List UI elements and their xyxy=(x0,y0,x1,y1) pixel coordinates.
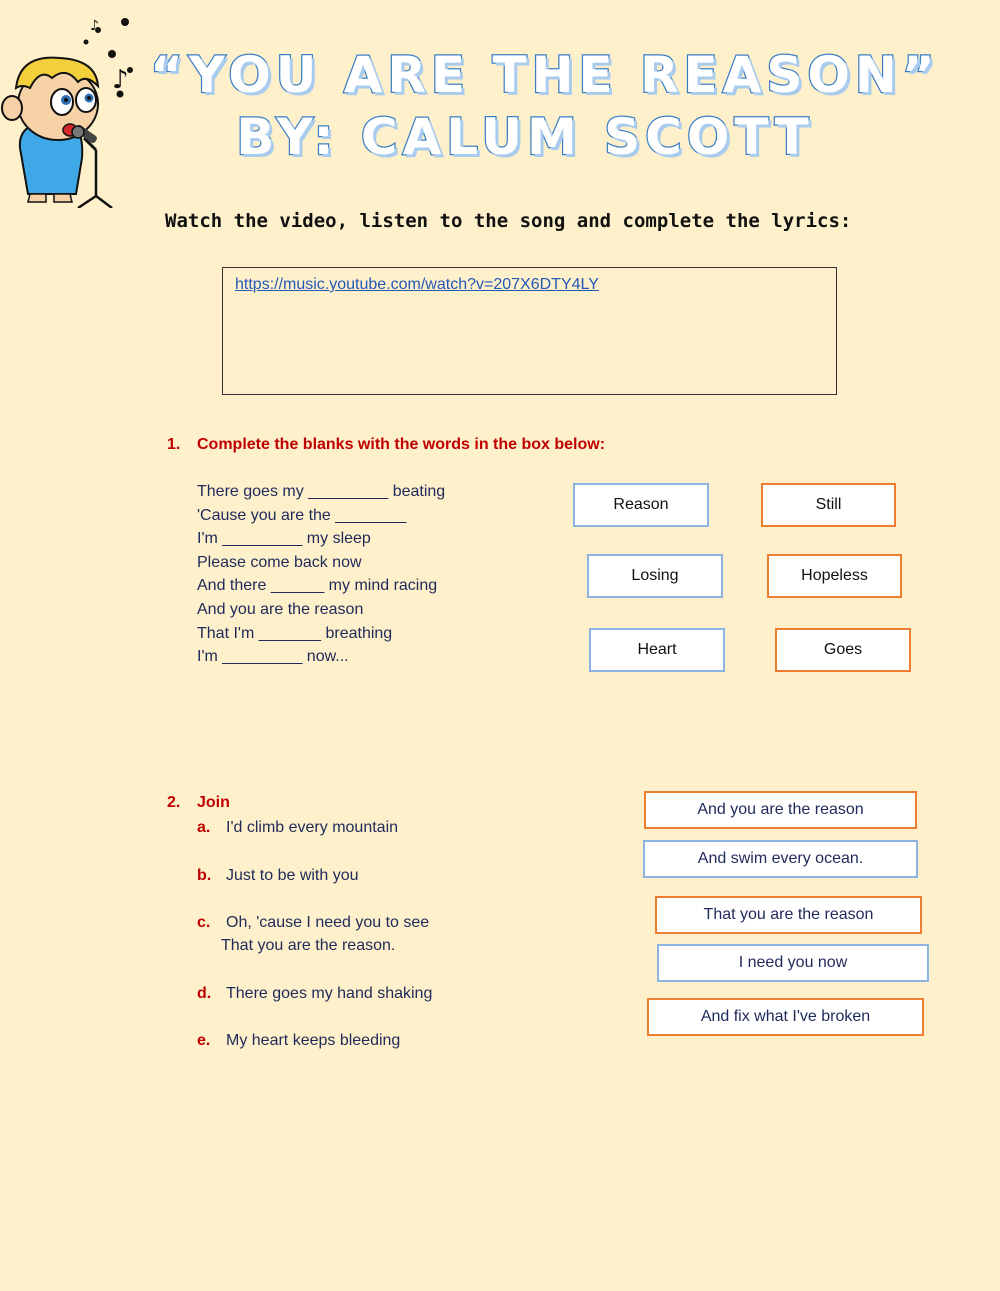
join-item-c: Oh, 'cause I need you to see xyxy=(226,914,430,931)
answer-box-1[interactable]: And you are the reason xyxy=(644,791,917,829)
word-box-still[interactable]: Still xyxy=(761,483,896,527)
lyric-line: I'm _________ now... xyxy=(197,648,349,665)
answer-box-3[interactable]: That you are the reason xyxy=(655,896,922,934)
svg-text:♪: ♪ xyxy=(90,18,99,34)
singer-illustration xyxy=(0,8,150,208)
join-letter: c. xyxy=(197,914,211,931)
video-link[interactable]: https://music.youtube.com/watch?v=207X6DTY4LY xyxy=(235,276,599,293)
join-item-d: There goes my hand shaking xyxy=(226,985,433,1002)
answer-box-2[interactable]: And swim every ocean. xyxy=(643,840,918,878)
join-item-e: My heart keeps bleeding xyxy=(226,1032,401,1049)
svg-text:♪: ♪ xyxy=(112,65,129,95)
join-item-a: I'd climb every mountain xyxy=(226,819,399,836)
join-item-c-continued: That you are the reason. xyxy=(221,937,396,954)
lyric-line: There goes my _________ beating xyxy=(197,483,446,500)
join-letter: a. xyxy=(197,819,211,836)
title-song-name: “YOU ARE THE REASON” xyxy=(150,46,940,104)
lyric-line: Please come back now xyxy=(197,554,362,571)
word-box-reason[interactable]: Reason xyxy=(573,483,709,527)
lyric-line: That I'm _______ breathing xyxy=(197,625,393,642)
join-item-b: Just to be with you xyxy=(226,867,359,884)
join-letter: e. xyxy=(197,1032,211,1049)
question-2-heading: Join xyxy=(197,794,230,811)
word-box-heart[interactable]: Heart xyxy=(589,628,725,672)
answer-box-5[interactable]: And fix what I've broken xyxy=(647,998,924,1036)
answer-box-4[interactable]: I need you now xyxy=(657,944,929,982)
question-2-number: 2. xyxy=(167,794,181,811)
question-1-heading: Complete the blanks with the words in the box below: xyxy=(197,436,606,453)
word-box-hopeless[interactable]: Hopeless xyxy=(767,554,902,598)
lyric-line: And there ______ my mind racing xyxy=(197,577,438,594)
lyric-line: And you are the reason xyxy=(197,601,364,618)
lyric-line: 'Cause you are the ________ xyxy=(197,507,407,524)
word-box-losing[interactable]: Losing xyxy=(587,554,723,598)
word-box-goes[interactable]: Goes xyxy=(775,628,911,672)
join-letter: d. xyxy=(197,985,212,1002)
join-letter: b. xyxy=(197,867,212,884)
title-artist: BY: CALUM SCOTT xyxy=(236,108,814,166)
question-1-number: 1. xyxy=(167,436,181,453)
lyric-line: I'm _________ my sleep xyxy=(197,530,371,547)
instruction-text: Watch the video, listen to the song and complete the lyrics: xyxy=(165,210,852,232)
